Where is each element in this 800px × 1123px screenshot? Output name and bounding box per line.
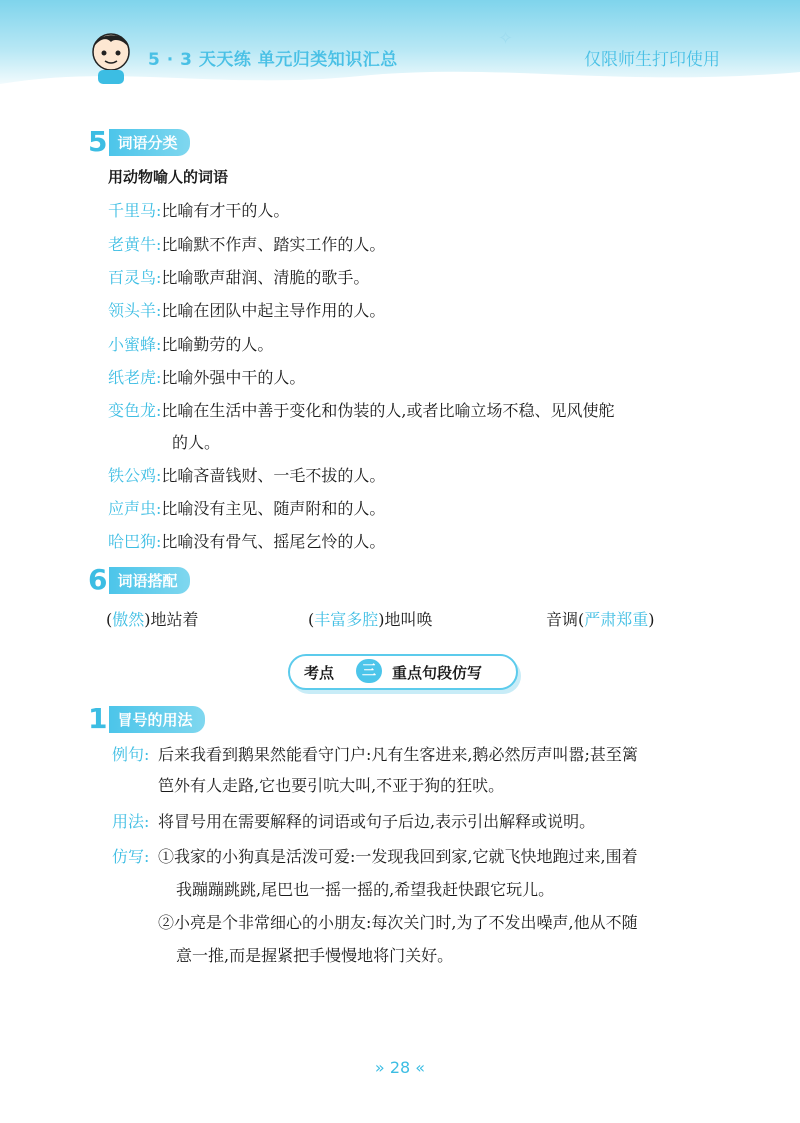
imitate-line: ①我家的小狗真是活泼可爱:一发现我回到家,它就飞快地跑过来,围着 [158, 847, 638, 866]
usage-label: 用法: [112, 812, 150, 831]
mascot-icon [84, 28, 138, 86]
example-line: 后来我看到鹅果然能看守门户:凡有生客进来,鹅必然厉声叫嚣;甚至篱 [158, 745, 638, 764]
list-item: 铁公鸡:比喻吝啬钱财、一毛不拔的人。 [108, 466, 386, 485]
imitate-label: 仿写: [112, 847, 150, 866]
list-item: 变色龙:比喻在生活中善于变化和伪装的人,或者比喻立场不稳、见风使舵 [108, 401, 615, 420]
header-right-note: 仅限师生打印使用 [584, 50, 720, 70]
list-item: 应声虫:比喻没有主见、随声附和的人。 [108, 499, 386, 518]
page-number: » 28 « [374, 1058, 426, 1077]
list-item: 领头羊:比喻在团队中起主导作用的人。 [108, 301, 386, 320]
imitate-line: 意一推,而是握紧把手慢慢地将门关好。 [176, 946, 454, 965]
example-label: 例句: [112, 745, 150, 764]
list-item-continuation: 的人。 [172, 433, 221, 452]
collocation-item: (丰富多腔)地叫唤 [308, 610, 433, 629]
list-item: 老黄牛:比喻默不作声、踏实工作的人。 [108, 235, 386, 254]
example-line: 笆外有人走路,它也要引吭大叫,不亚于狗的狂吠。 [158, 776, 505, 795]
list-item: 小蜜蜂:比喻勤劳的人。 [108, 335, 274, 354]
kaodian-banner [288, 654, 518, 690]
kaodian-title: 重点句段仿写 [392, 664, 483, 682]
section-label: 词语搭配 [109, 567, 189, 594]
chevron-left-icon: « [415, 1058, 426, 1077]
imitate-line: ②小亮是个非常细心的小朋友:每次关门时,为了不发出噪声,他从不随 [158, 913, 638, 932]
header-title: 5 · 3 天天练 单元归类知识汇总 [148, 50, 398, 70]
section-label: 冒号的用法 [109, 706, 204, 733]
collocation-item: 音调(严肃郑重) [546, 610, 655, 629]
list-item: 纸老虎:比喻外强中干的人。 [108, 368, 306, 387]
section-6-heading [88, 563, 190, 596]
chevron-right-icon: » [374, 1058, 385, 1077]
section-number: 5 [88, 125, 108, 158]
usage-text: 将冒号用在需要解释的词语或句子后边,表示引出解释或说明。 [158, 812, 596, 831]
collocation-item: (傲然)地站着 [106, 610, 199, 629]
section-label: 词语分类 [109, 129, 189, 156]
section-number: 6 [88, 563, 108, 596]
section-number: 1 [88, 702, 108, 735]
star-icon: ✧ [498, 28, 514, 49]
section-1-heading [88, 702, 205, 735]
list-item: 千里马:比喻有才干的人。 [108, 201, 290, 220]
kaodian-label: 考点 [304, 664, 335, 682]
section-5-heading [88, 125, 190, 158]
list-item: 百灵鸟:比喻歌声甜润、清脆的歌手。 [108, 268, 370, 287]
kaodian-number: 三 [356, 659, 382, 683]
list-item: 哈巴狗:比喻没有骨气、摇尾乞怜的人。 [108, 532, 386, 551]
subheading: 用动物喻人的词语 [108, 168, 229, 186]
imitate-line: 我蹦蹦跳跳,尾巴也一摇一摇的,希望我赶快跟它玩儿。 [176, 880, 555, 899]
